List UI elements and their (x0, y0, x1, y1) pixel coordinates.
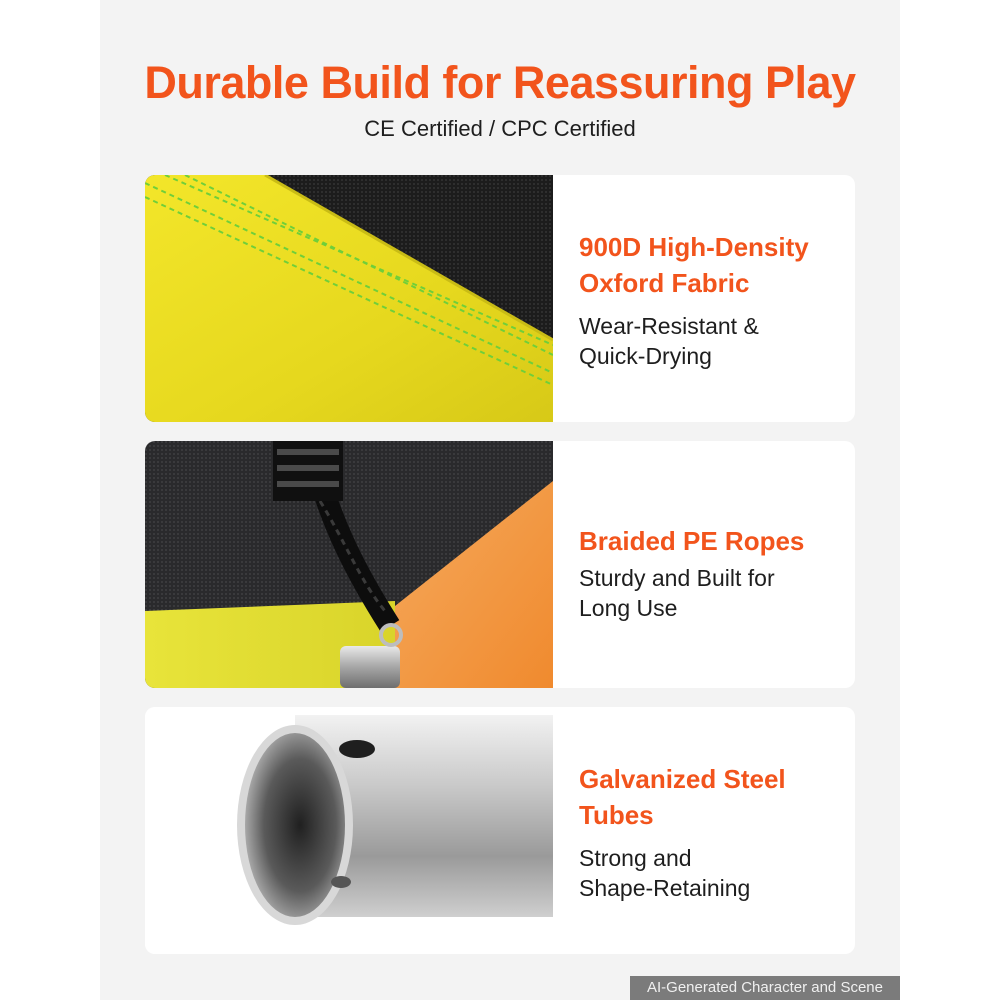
braided-rope-image (145, 441, 553, 688)
feature-desc-line1: Wear-Resistant & (579, 313, 759, 339)
feature-title-line1: Braided PE Ropes (579, 526, 805, 556)
feature-desc-line1: Strong and (579, 845, 692, 871)
feature-title-line2: Oxford Fabric (579, 268, 750, 298)
ai-generated-notice: AI-Generated Character and Scene (630, 976, 900, 1000)
feature-title-line2: Tubes (579, 800, 654, 830)
feature-title-line1: 900D High-Density (579, 232, 809, 262)
feature-card-tube (145, 707, 855, 954)
feature-desc-line2: Long Use (579, 595, 678, 621)
oxford-fabric-image (145, 175, 553, 422)
feature-card-fabric (145, 175, 855, 422)
feature-desc-line2: Quick-Drying (579, 343, 712, 369)
steel-tube-image (145, 707, 553, 954)
feature-card-rope (145, 441, 855, 688)
feature-text-rope (579, 523, 839, 623)
certification-subtitle: CE Certified / CPC Certified (364, 116, 636, 141)
page-title: Durable Build for Reassuring Play (144, 57, 856, 108)
feature-desc-line1: Sturdy and Built for (579, 565, 775, 591)
feature-desc-line2: Shape-Retaining (579, 875, 751, 901)
feature-text-tube (579, 761, 839, 903)
feature-text-fabric (579, 229, 839, 371)
feature-title-line1: Galvanized Steel (579, 764, 786, 794)
